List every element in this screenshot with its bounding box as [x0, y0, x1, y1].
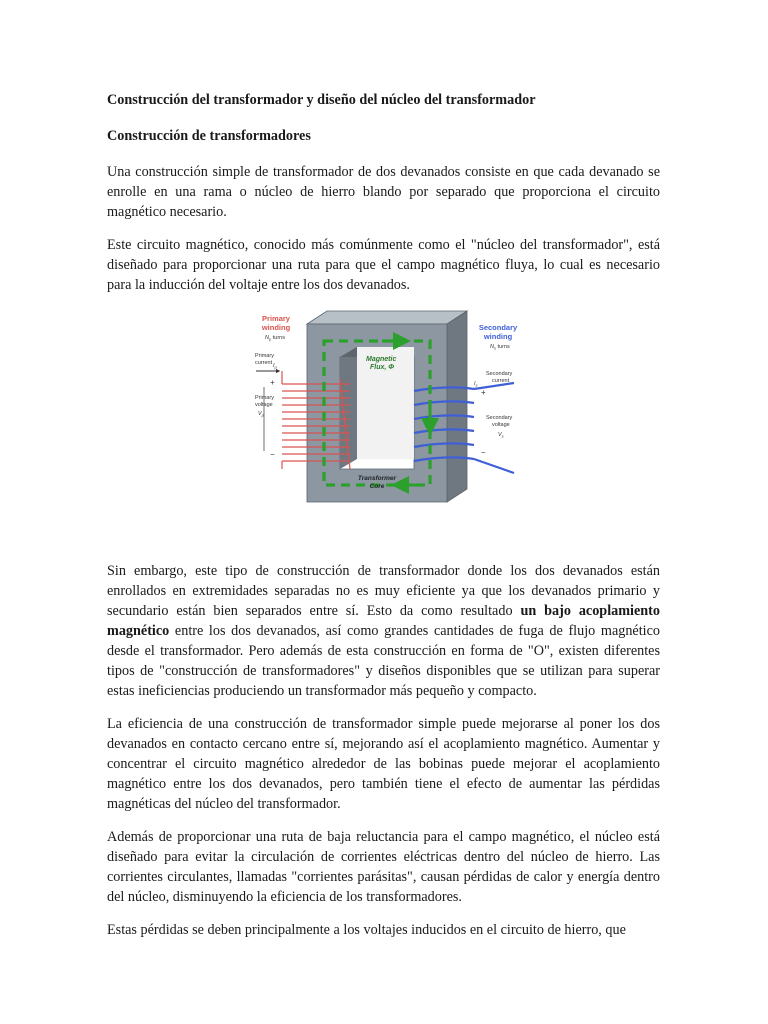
paragraph-4: La eficiencia de una construcción de transformador simple puede mejorarse al poner los dos devanados en contacto cercano entre sí, mejorando así el acoplamiento magnético. Aumentar y concentrar el circuito magnético alrededor de las bobinas puede mejorar el acoplamiento magnético entre los dos devanados, pero también tiene el efecto de aumentar las pérdidas magnéticas del núcleo del transformador. [107, 716, 660, 812]
paragraph-3 [107, 561, 660, 701]
secondary-voltage-symbol: $V_s$ [498, 432, 504, 439]
secondary-plus-sign: + [481, 388, 486, 397]
primary-current-symbol: $I_p$ [273, 363, 277, 370]
primary-turns-label: $N_p$ turns [265, 335, 285, 342]
flux-label-1: Magnetic [366, 356, 397, 363]
core-side-face [447, 311, 467, 502]
secondary-current-label-1: Secondary [486, 371, 513, 377]
paragraph-1: Una construcción simple de transformador de dos devanados consiste en que cada devanado se enrolle en una rama o núcleo de hierro blando por separado que proporciona el circuito magnético necesario. [107, 164, 660, 220]
paragraph-3-bold-phrase: un bajo acoplamiento magnético [107, 603, 660, 639]
transformer-diagram-svg [252, 309, 522, 529]
paragraph-3-text-before: Sin embargo, este tipo de construcción de transformador donde los dos devanados están enrollados en extremidades separadas no es muy eficiente ya que los devanados primario y secundario están bien separados entre sí. Esto da como resultado [107, 563, 660, 619]
primary-current-label-1: Primary [255, 353, 274, 359]
primary-voltage-label-2: voltage [255, 402, 273, 408]
paragraph-6: Estas pérdidas se deben principalmente a los voltajes inducidos en el circuito de hierro, que [107, 922, 626, 938]
paragraph-5: Además de proporcionar una ruta de baja reluctancia para el campo magnético, el núcleo está diseñado para evitar la circulación de corrientes eléctricas dentro del núcleo de hierro. Las corrientes circulantes, llamadas "corrientes parásitas", causan pérdidas de calor y energía dentro del núcleo, disminuyendo la eficiencia de los transformadores. [107, 829, 660, 905]
flux-label-2: Flux, Φ [370, 364, 395, 371]
transformer-diagram [107, 309, 660, 539]
core-label-1: Transformer [357, 475, 397, 482]
secondary-current-label-2: current [492, 378, 510, 384]
secondary-current-symbol: $I_s$ [474, 381, 478, 388]
document-body [107, 90, 660, 953]
secondary-winding-label-2: winding [483, 332, 513, 341]
primary-plus-sign: + [270, 378, 275, 387]
document-title: Construcción del transformador y diseño del núcleo del transformador [107, 92, 536, 108]
primary-current-label-2: current [255, 360, 273, 366]
secondary-voltage-label-2: voltage [492, 422, 510, 428]
secondary-turns-label: $N_s$ turns [490, 344, 510, 351]
paragraph-2: Este circuito magnético, conocido más comúnmente como el "núcleo del transformador", está diseñado para proporcionar una ruta para que el campo magnético fluya, lo cual es necesario para la inducción del voltaje entre los dos devanados. [107, 237, 660, 293]
core-top-face [307, 311, 467, 324]
primary-voltage-symbol: $V_p$ [258, 411, 264, 418]
secondary-winding-label-1: Secondary [478, 323, 518, 332]
primary-voltage-label-1: Primary [255, 395, 274, 401]
secondary-minus-sign: − [481, 448, 486, 457]
secondary-voltage-label-1: Secondary [486, 415, 513, 421]
section-heading: Construcción de transformadores [107, 128, 311, 144]
primary-winding-label-2: winding [261, 323, 291, 332]
primary-winding-label-1: Primary [262, 314, 290, 323]
paragraph-3-text-after: entre los dos devanados, así como grandes cantidades de fuga de flujo magnético desde el transformador. Pero además de esta construcción en forma de "O", existen diferentes tipos de "construcción de transformadores" y diseños disponibles que se utilizan para superar estas ineficiencias produciendo un transformador más pequeño y compacto. [107, 623, 660, 699]
core-label-2: Core [369, 483, 385, 490]
primary-minus-sign: − [270, 450, 275, 459]
